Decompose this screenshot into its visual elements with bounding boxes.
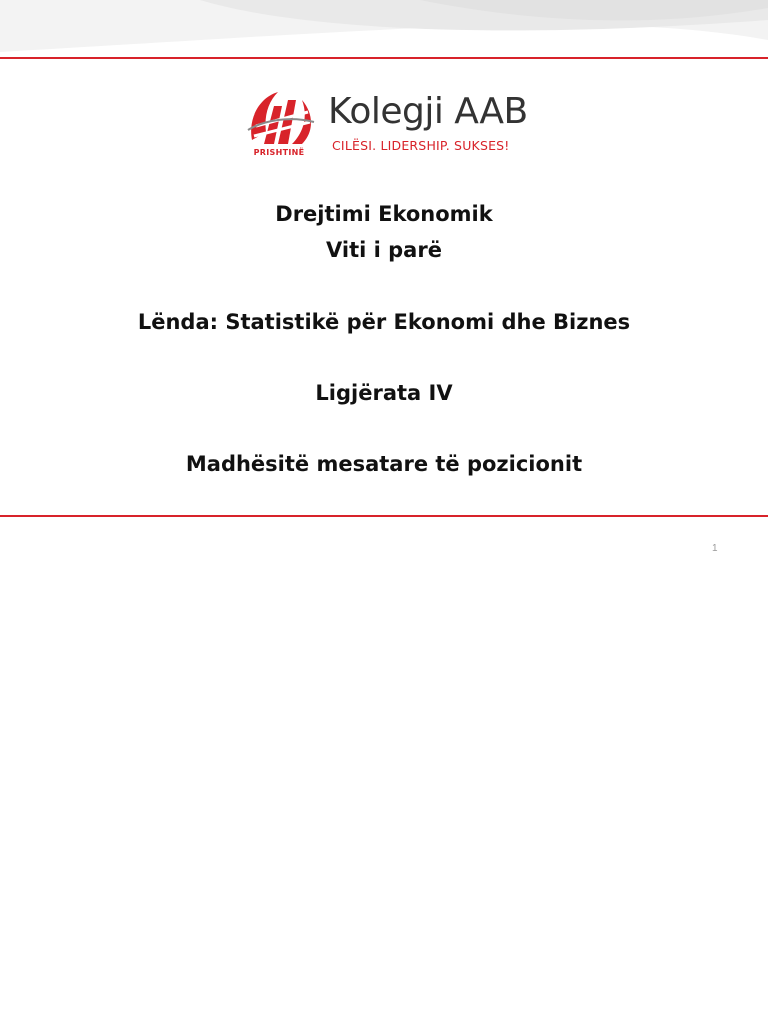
header-divider xyxy=(0,57,768,59)
subject-title: Lënda: Statistikë për Ekonomi dhe Biznes xyxy=(137,310,631,334)
lecture-title: Ligjërata IV xyxy=(315,381,453,405)
topic-title: Madhësitë mesatare të pozicionit xyxy=(185,452,583,476)
college-logo xyxy=(244,86,534,162)
footer-divider xyxy=(0,515,768,517)
header-swoosh-decoration xyxy=(0,0,768,62)
page-number: 1 xyxy=(712,543,718,554)
logo-name: Kolegji AAB xyxy=(328,91,528,132)
logo-tagline: CILËSI. LIDERSHIP. SUKSES! xyxy=(332,138,510,153)
logo-city-label: PRISHTINË xyxy=(253,148,305,157)
year-title: Viti i parë xyxy=(326,238,442,262)
department-title: Drejtimi Ekonomik xyxy=(275,202,493,226)
